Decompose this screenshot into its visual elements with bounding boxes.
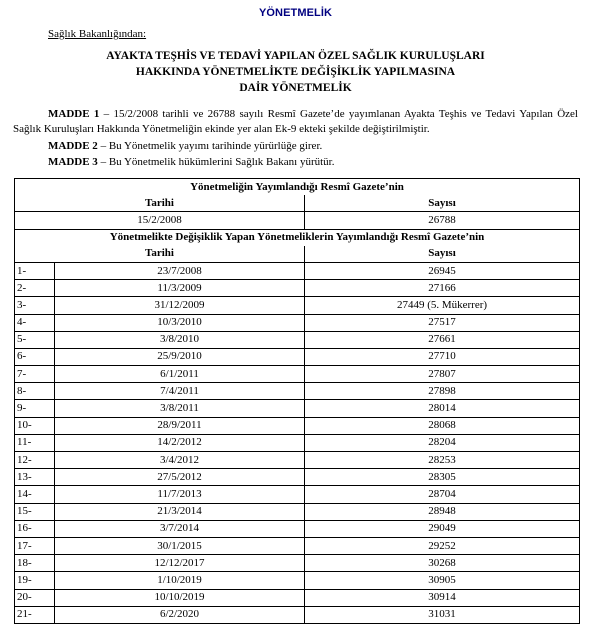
table-row xyxy=(15,400,580,417)
amendment-date: 10/10/2019 xyxy=(55,589,305,606)
article-2-label: MADDE 2 xyxy=(48,140,98,152)
amendment-date: 6/2/2020 xyxy=(55,606,305,623)
amendment-date: 30/1/2015 xyxy=(55,537,305,554)
amendment-no: 15- xyxy=(15,503,55,520)
article-1 xyxy=(13,107,578,137)
amendment-number: 27449 (5. Mükerrer) xyxy=(305,297,580,314)
table-heading-row-1 xyxy=(15,179,580,196)
amendment-no: 11- xyxy=(15,434,55,451)
article-2-text: – Bu Yönetmelik yayımı tarihinde yürürlüğe girer. xyxy=(97,140,323,152)
amendment-no: 16- xyxy=(15,520,55,537)
issuing-ministry: Sağlık Bakanlığından: xyxy=(48,28,147,40)
table-row xyxy=(15,606,580,623)
amendment-date: 7/4/2011 xyxy=(55,383,305,400)
table-row xyxy=(15,452,580,469)
table-row xyxy=(15,572,580,589)
amendment-date: 1/10/2019 xyxy=(55,572,305,589)
amendment-number: 28948 xyxy=(305,503,580,520)
regulation-title xyxy=(0,48,591,96)
amendment-number: 28014 xyxy=(305,400,580,417)
amendment-no: 19- xyxy=(15,572,55,589)
amendment-number: 30268 xyxy=(305,555,580,572)
amendment-date: 3/8/2011 xyxy=(55,400,305,417)
amendment-number: 26945 xyxy=(305,262,580,279)
regulation-title-line-1: AYAKTA TEŞHİS VE TEDAVİ YAPILAN ÖZEL SAĞLIK KURULUŞLARI xyxy=(106,50,485,62)
amendment-number: 31031 xyxy=(305,606,580,623)
original-number: 26788 xyxy=(305,212,580,229)
amendment-no: 10- xyxy=(15,417,55,434)
amendment-number: 27898 xyxy=(305,383,580,400)
amendment-no: 1- xyxy=(15,262,55,279)
article-3-label: MADDE 3 xyxy=(48,156,98,168)
amendment-date: 27/5/2012 xyxy=(55,469,305,486)
regulation-category-title: YÖNETMELİK xyxy=(258,7,333,19)
amendment-date: 3/8/2010 xyxy=(55,331,305,348)
amendments-heading: Yönetmelikte Değişiklik Yapan Yönetmeliklerin Yayımlandığı Resmî Gazete’nin xyxy=(15,229,580,246)
table-row xyxy=(15,486,580,503)
table-row xyxy=(15,537,580,554)
table-row xyxy=(15,503,580,520)
table-row xyxy=(15,366,580,383)
table-row xyxy=(15,469,580,486)
table-row xyxy=(15,262,580,279)
article-1-label: MADDE 1 xyxy=(48,108,100,120)
amendment-number: 27661 xyxy=(305,331,580,348)
amendment-no: 14- xyxy=(15,486,55,503)
original-date: 15/2/2008 xyxy=(15,212,305,229)
original-date-header: Tarihi xyxy=(15,195,305,212)
amendment-no: 20- xyxy=(15,589,55,606)
article-2 xyxy=(13,139,578,154)
regulation-title-line-2: HAKKINDA YÖNETMELİKTE DEĞİŞİKLİK YAPILMASINA xyxy=(135,66,456,78)
amendment-date: 12/12/2017 xyxy=(55,555,305,572)
amendment-number: 28253 xyxy=(305,452,580,469)
amendment-date: 10/3/2010 xyxy=(55,314,305,331)
table-row xyxy=(15,555,580,572)
amendment-date: 21/3/2014 xyxy=(55,503,305,520)
amendment-no: 8- xyxy=(15,383,55,400)
article-1-text: – 15/2/2008 tarihli ve 26788 sayılı Resmî Gazete’de yayımlanan Ayakta Teşhis ve Tedavi Yapılan Özel Sağlık Kuruluşları Hakkında Yönetmeliğin ekinde yer alan Ek-9 ekteki şekilde değiştirilmiştir. xyxy=(13,108,578,135)
amendment-no: 7- xyxy=(15,366,55,383)
amendments-date-header: Tarihi xyxy=(15,246,305,263)
amendment-date: 3/7/2014 xyxy=(55,520,305,537)
table-row xyxy=(15,383,580,400)
amendment-number: 29049 xyxy=(305,520,580,537)
amendment-date: 31/12/2009 xyxy=(55,297,305,314)
amendment-date: 28/9/2011 xyxy=(55,417,305,434)
original-heading: Yönetmeliğin Yayımlandığı Resmî Gazete’nin xyxy=(15,179,580,196)
amendment-number: 30905 xyxy=(305,572,580,589)
gazette-table xyxy=(14,178,580,624)
amendment-date: 6/1/2011 xyxy=(55,366,305,383)
table-row xyxy=(15,297,580,314)
amendment-no: 3- xyxy=(15,297,55,314)
regulation-title-line-3: DAİR YÖNETMELİK xyxy=(239,82,352,94)
table-row xyxy=(15,417,580,434)
table-column-header-row-1 xyxy=(15,195,580,212)
amendment-date: 25/9/2010 xyxy=(55,348,305,365)
amendment-number: 28068 xyxy=(305,417,580,434)
amendment-number: 28204 xyxy=(305,434,580,451)
amendment-number: 27166 xyxy=(305,280,580,297)
amendment-number: 29252 xyxy=(305,537,580,554)
amendment-number: 27710 xyxy=(305,348,580,365)
amendment-no: 21- xyxy=(15,606,55,623)
amendment-no: 18- xyxy=(15,555,55,572)
amendments-number-header: Sayısı xyxy=(305,246,580,263)
amendment-no: 9- xyxy=(15,400,55,417)
original-number-header: Sayısı xyxy=(305,195,580,212)
table-row xyxy=(15,331,580,348)
amendment-no: 4- xyxy=(15,314,55,331)
amendment-date: 11/7/2013 xyxy=(55,486,305,503)
amendment-date: 14/2/2012 xyxy=(55,434,305,451)
amendment-no: 17- xyxy=(15,537,55,554)
article-3-text: – Bu Yönetmelik hükümlerini Sağlık Bakanı yürütür. xyxy=(97,156,335,168)
amendment-date: 11/3/2009 xyxy=(55,280,305,297)
amendment-date: 3/4/2012 xyxy=(55,452,305,469)
amendment-number: 30914 xyxy=(305,589,580,606)
table-row xyxy=(15,348,580,365)
table-row xyxy=(15,314,580,331)
amendment-date: 23/7/2008 xyxy=(55,262,305,279)
amendment-no: 12- xyxy=(15,452,55,469)
amendment-no: 13- xyxy=(15,469,55,486)
amendment-no: 5- xyxy=(15,331,55,348)
amendment-no: 6- xyxy=(15,348,55,365)
amendment-number: 27517 xyxy=(305,314,580,331)
original-row xyxy=(15,212,580,229)
amendment-number: 27807 xyxy=(305,366,580,383)
table-row xyxy=(15,520,580,537)
table-row xyxy=(15,589,580,606)
table-row xyxy=(15,434,580,451)
amendment-number: 28305 xyxy=(305,469,580,486)
amendment-no: 2- xyxy=(15,280,55,297)
amendment-number: 28704 xyxy=(305,486,580,503)
table-heading-row-2 xyxy=(15,229,580,246)
table-column-header-row-2 xyxy=(15,246,580,263)
table-row xyxy=(15,280,580,297)
article-3 xyxy=(13,155,578,170)
